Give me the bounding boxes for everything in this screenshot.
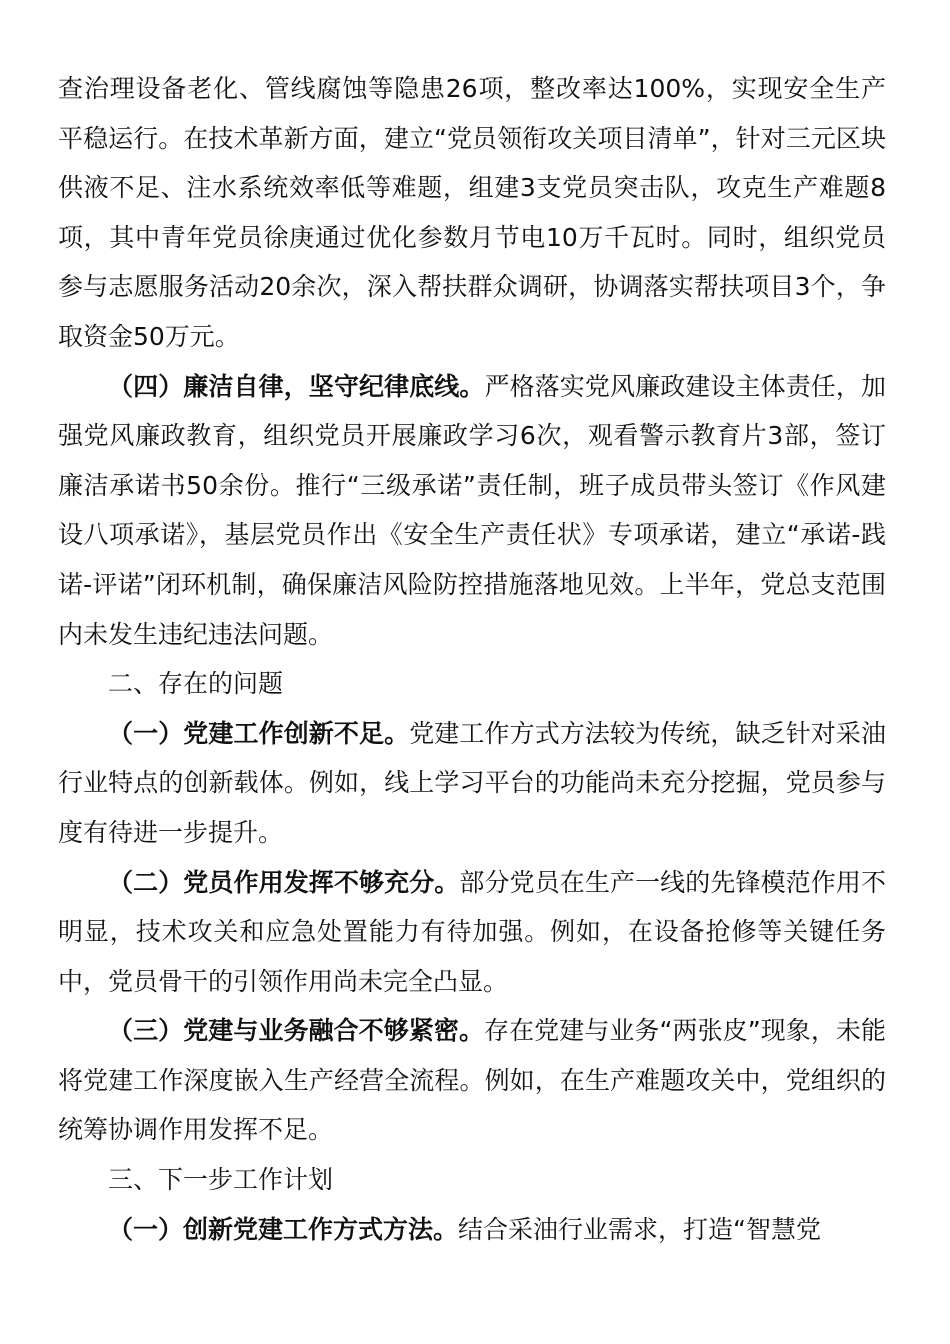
section-heading-text: 二、存在的问题 — [108, 669, 284, 699]
paragraph-lead-heading: （一）党建工作创新不足。 — [108, 718, 410, 748]
paragraph-lead-heading: （二）党员作用发挥不够充分。 — [108, 867, 460, 897]
paragraph-text: 党建工作方式方法较为传统，缺乏针对采油行业特点的创新载体。例如，线上学习平台的功能尚未充分挖掘，党员参与度有待进一步提升。 — [58, 718, 886, 847]
document-body — [58, 64, 886, 1254]
paragraph-text: 存在党建与业务“两张皮”现象，未能将党建工作深度嵌入生产经营全流程。例如，在生产难题攻关中，党组织的统筹协调作用发挥不足。 — [58, 1016, 886, 1145]
paragraph-lead-heading: （一）创新党建工作方式方法。 — [108, 1214, 459, 1244]
paragraph-text: 严格落实党风廉政建设主体责任，加强党风廉政教育，组织党员开展廉政学习6次，观看警示教育片3部，签订廉洁承诺书50余份。推行“三级承诺”责任制，班子成员带头签订《作风建设八项承诺》，基层党员作出《安全生产责任状》专项承诺，建立“承诺-践诺-评诺”闭环机制，确保廉洁风险防控措施落地见效。上半年，党总支范围内未发生违纪违法问题。 — [58, 371, 886, 649]
paragraph-text: 结合采油行业需求，打造“智慧党 — [458, 1214, 821, 1244]
paragraph-text: 查治理设备老化、管线腐蚀等隐患26项，整改率达100%，实现安全生产平稳运行。在技术革新方面，建立“党员领衔攻关项目清单”，针对三元区块供液不足、注水系统效率低等难题，组建3支党员突击队，攻克生产难题8项，其中青年党员徐庚通过优化参数月节电10万千瓦时。同时，组织党员参与志愿服务活动20余次，深入帮扶群众调研，协调落实帮扶项目3个，争取资金50万元。 — [58, 74, 886, 351]
paragraph-integrity-discipline — [58, 362, 886, 660]
paragraph-text: 部分党员在生产一线的先锋模范作用不明显，技术攻关和应急处置能力有待加强。例如，在设备抢修等关键任务中，党员骨干的引领作用尚未完全凸显。 — [58, 867, 886, 996]
paragraph-problem-member-role — [58, 858, 886, 1007]
paragraph-problem-integration — [58, 1006, 886, 1155]
paragraph-lead-heading: （三）党建与业务融合不够紧密。 — [108, 1016, 485, 1046]
paragraph-safety-tech-volunteer — [58, 64, 886, 362]
section-heading-text: 三、下一步工作计划 — [108, 1165, 334, 1195]
section-heading-problems — [58, 659, 886, 709]
section-heading-next-steps — [58, 1155, 886, 1205]
paragraph-plan-innovation — [58, 1205, 886, 1255]
paragraph-lead-heading: （四）廉洁自律，坚守纪律底线。 — [108, 371, 485, 401]
paragraph-problem-innovation — [58, 709, 886, 858]
